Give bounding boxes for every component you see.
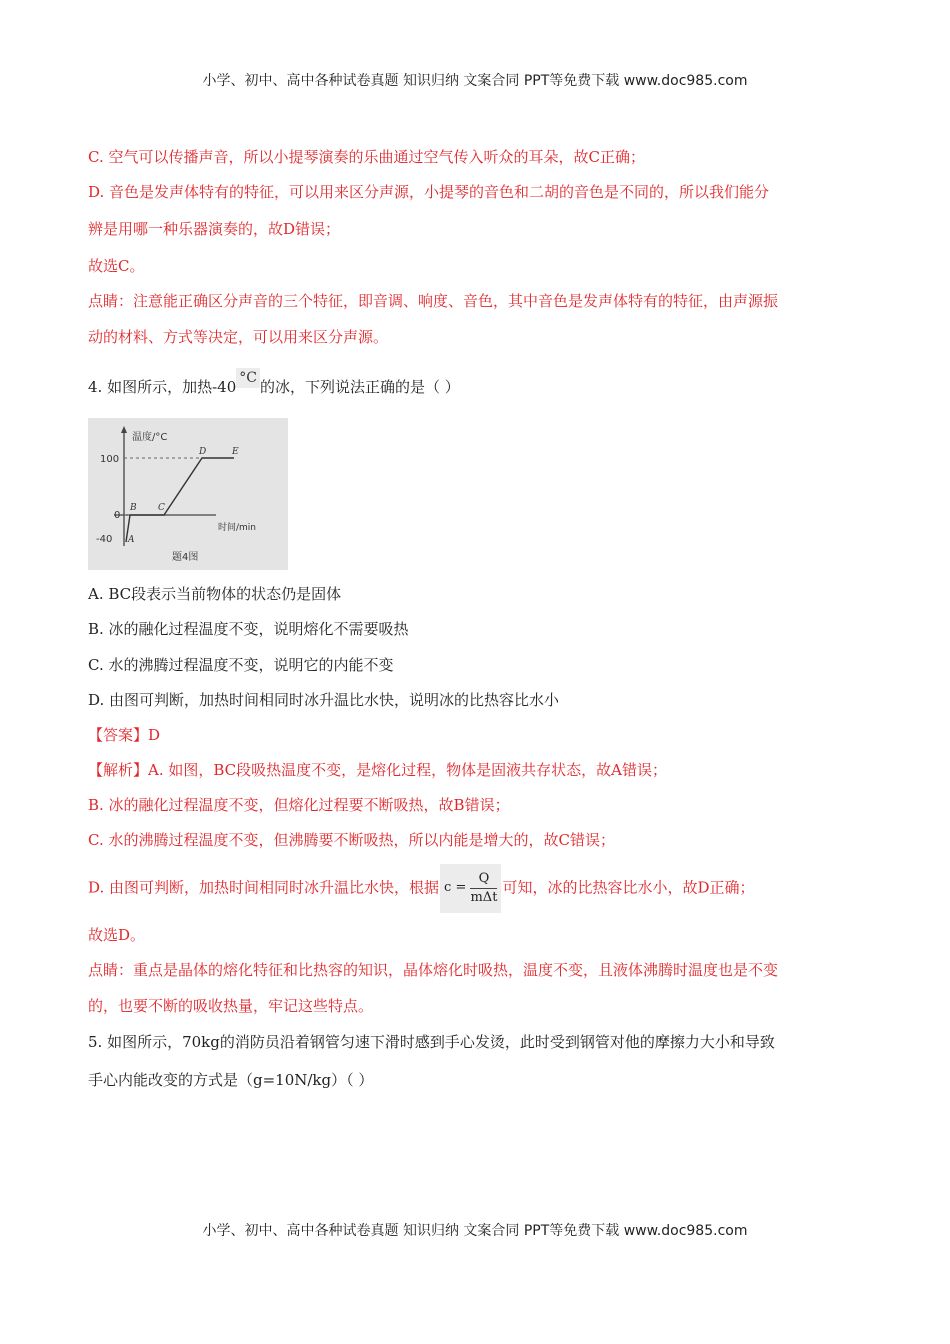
point-b-label: B — [130, 503, 137, 513]
formula-lhs: c = — [444, 880, 467, 895]
q3-option-d-explanation-line2: 辨是用哪一种乐器演奏的，故D错误； — [88, 220, 341, 238]
page-footer: 小学、初中、高中各种试卷真题 知识归纳 文案合同 PPT等免费下载 www.doc985.com — [202, 1223, 748, 1239]
q4-analysis-b: B. 冰的融化过程温度不变，但熔化过程要不断吸热，故B错误； — [88, 796, 510, 814]
point-a-label: A — [128, 535, 135, 545]
q4-stem-before: 4. 如图所示，加热-40 — [88, 378, 237, 396]
q4-stem — [88, 370, 460, 398]
q4-analysis-a: 【解析】A. 如图，BC段吸热温度不变，是熔化过程，物体是固液共存状态，故A错误； — [88, 761, 667, 779]
q4-analysis-d-before: D. 由图可判断，加热时间相同时冰升温比水快，根据 — [88, 878, 440, 897]
q4-tip-line2: 的，也要不断的吸收热量，牢记这些特点。 — [88, 997, 374, 1015]
formula-numerator: Q — [470, 870, 497, 889]
q4-option-a: A. BC段表示当前物体的状态仍是固体 — [88, 585, 342, 603]
q4-choice: 故选D。 — [88, 926, 146, 944]
formula-fraction — [470, 870, 497, 907]
q5-stem-line1: 5. 如图所示，70kg的消防员沿着钢管匀速下滑时感到手心发烫，此时受到钢管对他的摩擦力大小和导致 — [88, 1033, 775, 1051]
y-tick-0: 0 — [114, 510, 121, 521]
q4-answer: 【答案】D — [88, 726, 161, 744]
temperature-time-graph — [88, 418, 288, 570]
y-axis-arrow — [121, 426, 127, 433]
specific-heat-formula — [440, 864, 501, 913]
q4-option-d: D. 由图可判断，加热时间相同时冰升温比水快，说明冰的比热容比水小 — [88, 691, 560, 709]
point-d-label: D — [199, 447, 207, 457]
x-axis-label: 时间/min — [218, 523, 257, 533]
q4-option-c: C. 水的沸腾过程温度不变，说明它的内能不变 — [88, 656, 394, 674]
point-e-label: E — [232, 447, 239, 457]
y-tick-neg40: -40 — [96, 534, 113, 545]
q4-analysis-c: C. 水的沸腾过程温度不变，但沸腾要不断吸热，所以内能是增大的，故C错误； — [88, 831, 615, 849]
q4-analysis-d-after: 可知，冰的比热容比水小，故D正确； — [502, 878, 755, 897]
point-c-label: C — [158, 503, 165, 513]
q3-tip-line1: 点睛：注意能正确区分声音的三个特征，即音调、响度、音色，其中音色是发声体特有的特征，由声源振 — [88, 292, 779, 310]
y-axis-label: 温度/°C — [132, 432, 168, 443]
y-tick-100: 100 — [100, 454, 120, 465]
q3-option-d-explanation-line1: D. 音色是发声体特有的特征，可以用来区分声源，小提琴的音色和二胡的音色是不同的，所以我们能分 — [88, 183, 770, 201]
q4-figure — [88, 418, 288, 570]
q4-analysis-d — [88, 864, 754, 913]
figure-caption: 题4图 — [172, 552, 199, 563]
q3-option-c-explanation: C. 空气可以传播声音，所以小提琴演奏的乐曲通过空气传入听众的耳朵，故C正确； — [88, 148, 645, 166]
q4-tip-line1: 点睛：重点是晶体的熔化特征和比热容的知识，晶体熔化时吸热，温度不变，且液体沸腾时温度也是不变 — [88, 961, 779, 979]
celsius-unit: °C — [236, 368, 260, 388]
q3-choice: 故选C。 — [88, 257, 145, 275]
q5-stem-line2: 手心内能改变的方式是（g=10N/kg）（ ） — [88, 1071, 374, 1089]
formula-denominator: mΔt — [470, 889, 498, 905]
q4-stem-after: 的冰，下列说法正确的是（ ） — [259, 378, 460, 396]
q4-option-b: B. 冰的融化过程温度不变，说明熔化不需要吸热 — [88, 620, 409, 638]
q3-tip-line2: 动的材料、方式等决定，可以用来区分声源。 — [88, 328, 389, 346]
page-header: 小学、初中、高中各种试卷真题 知识归纳 文案合同 PPT等免费下载 www.doc985.com — [202, 73, 748, 89]
